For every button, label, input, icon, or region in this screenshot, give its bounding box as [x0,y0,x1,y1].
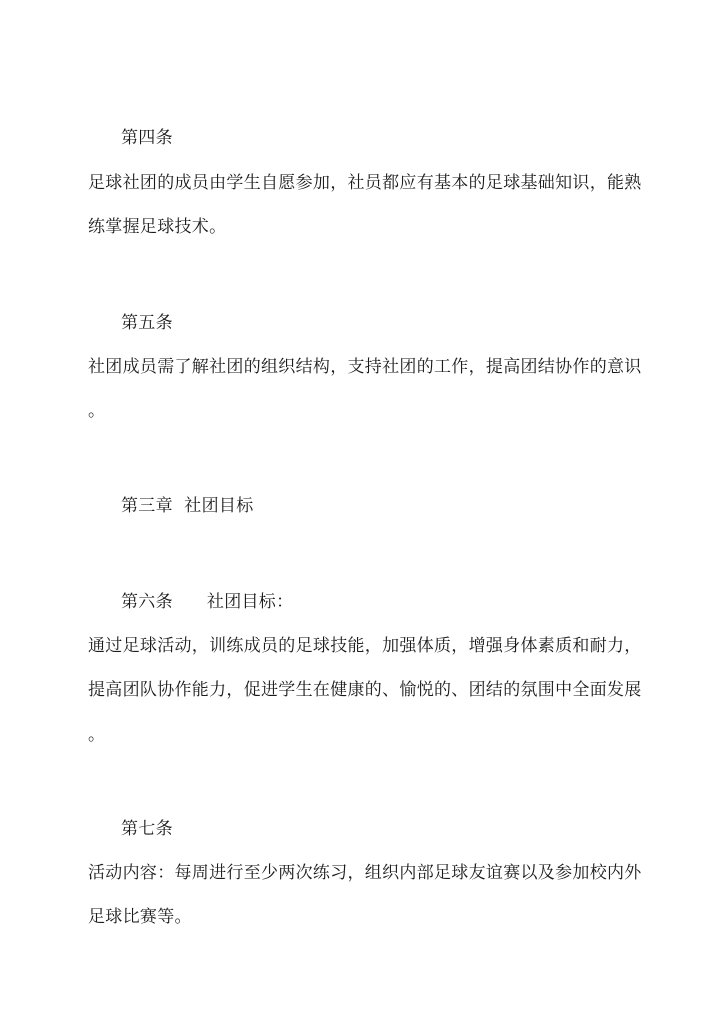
article-7-line-1: 活动内容：每周进行至少两次练习，组织内部足球友谊赛以及参加校内外 [88,863,642,883]
article-6-line-2: 提高团队协作能力，促进学生在健康的、愉悦的、团结的氛围中全面发展 [88,680,642,700]
article-5-line-2: 。 [88,401,106,421]
article-6-line-1: 通过足球活动，训练成员的足球技能，加强体质，增强身体素质和耐力， [88,636,642,656]
article-5-line-1: 社团成员需了解社团的组织结构，支持社团的工作，提高团结协作的意识 [88,357,642,377]
article-5-heading: 第五条 [121,313,173,333]
chapter-3-heading: 第三章 社团目标 [121,496,254,516]
article-7-line-2: 足球比赛等。 [88,907,192,927]
article-4-line-1: 足球社团的成员由学生自愿参加，社员都应有基本的足球基础知识，能熟 [88,173,642,193]
article-4-line-2: 练掌握足球技术。 [88,217,227,237]
article-6-line-3: 。 [88,725,106,745]
article-6-heading: 第六条 [121,592,173,612]
article-6-subheading: 社团目标： [206,592,294,612]
article-4-heading: 第四条 [121,128,173,148]
article-7-heading: 第七条 [121,819,173,839]
article-6-heading-row [121,591,293,613]
